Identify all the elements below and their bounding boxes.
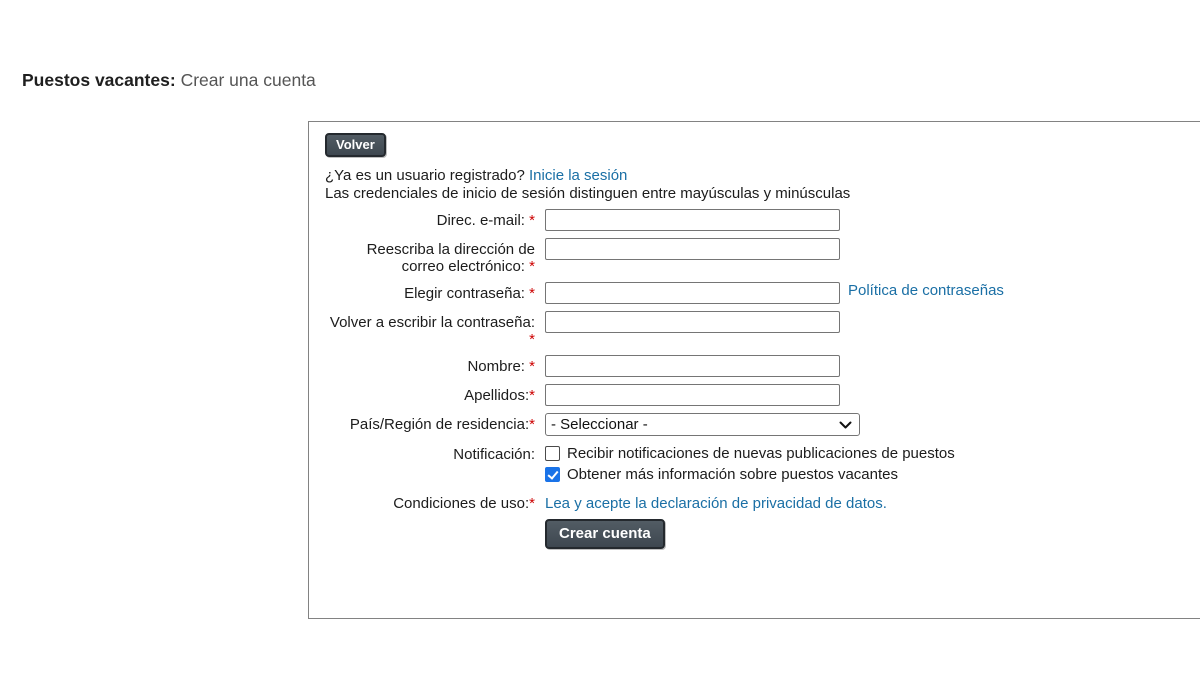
email-confirm-label: Reescriba la dirección de correo electrónico: *	[366, 241, 535, 275]
password-row	[325, 282, 1200, 304]
required-asterisk: *	[524, 212, 535, 229]
required-asterisk: *	[529, 416, 535, 433]
login-link[interactable]: Inicie la sesión	[529, 167, 628, 184]
country-label: País/Región de residencia:*	[349, 416, 535, 433]
submit-row	[325, 519, 1200, 549]
intro-text	[325, 167, 1200, 203]
first-name-row	[325, 355, 1200, 377]
password-confirm-row	[325, 311, 1200, 348]
more-info-text: Obtener más información sobre puestos vacantes	[567, 466, 899, 483]
account-form	[325, 209, 1200, 549]
create-account-button[interactable]: Crear cuenta	[545, 519, 665, 549]
back-button[interactable]: Volver	[325, 133, 386, 157]
password-policy-link[interactable]: Política de contraseñas	[848, 282, 1004, 299]
email-row	[325, 209, 1200, 231]
page-title-subsection: Crear una cuenta	[180, 70, 316, 90]
notification-label: Notificación:	[453, 446, 535, 463]
email-label: Direc. e-mail: *	[436, 212, 535, 229]
email-confirm-row	[325, 238, 1200, 275]
notify-new-postings-text: Recibir notificaciones de nuevas publicaciones de puestos	[567, 445, 955, 462]
password-label: Elegir contraseña: *	[404, 285, 535, 302]
create-account-panel	[308, 121, 1200, 619]
password-confirm-input[interactable]	[545, 311, 840, 333]
required-asterisk: *	[524, 358, 535, 375]
page-title-section: Puestos vacantes:	[22, 70, 176, 90]
more-info-checkbox[interactable]	[545, 467, 560, 482]
first-name-input[interactable]	[545, 355, 840, 377]
email-input[interactable]	[545, 209, 840, 231]
credentials-note: Las credenciales de inicio de sesión distinguen entre mayúsculas y minúsculas	[325, 185, 851, 202]
notify-new-postings-checkbox[interactable]	[545, 446, 560, 461]
notification-row	[325, 443, 1200, 485]
password-input[interactable]	[545, 282, 840, 304]
registered-question-line	[325, 167, 1200, 185]
required-asterisk: *	[529, 387, 535, 404]
privacy-statement-link[interactable]: Lea y acepte la declaración de privacidad de datos.	[545, 495, 887, 512]
required-asterisk: *	[524, 258, 535, 275]
last-name-row	[325, 384, 1200, 406]
first-name-label: Nombre: *	[467, 358, 535, 375]
terms-label: Condiciones de uso:*	[393, 495, 535, 512]
terms-row	[325, 492, 1200, 512]
country-select[interactable]	[545, 413, 860, 436]
required-asterisk: *	[524, 285, 535, 302]
last-name-input[interactable]	[545, 384, 840, 406]
country-row	[325, 413, 1200, 436]
registered-question: ¿Ya es un usuario registrado?	[325, 167, 525, 184]
required-asterisk: *	[529, 495, 535, 512]
notify-new-postings-option	[545, 443, 955, 464]
more-info-option	[545, 464, 955, 485]
password-confirm-label: Volver a escribir la contraseña: *	[329, 314, 535, 348]
required-asterisk: *	[529, 331, 535, 348]
last-name-label: Apellidos:*	[464, 387, 535, 404]
page-title	[22, 70, 316, 91]
email-confirm-input[interactable]	[545, 238, 840, 260]
